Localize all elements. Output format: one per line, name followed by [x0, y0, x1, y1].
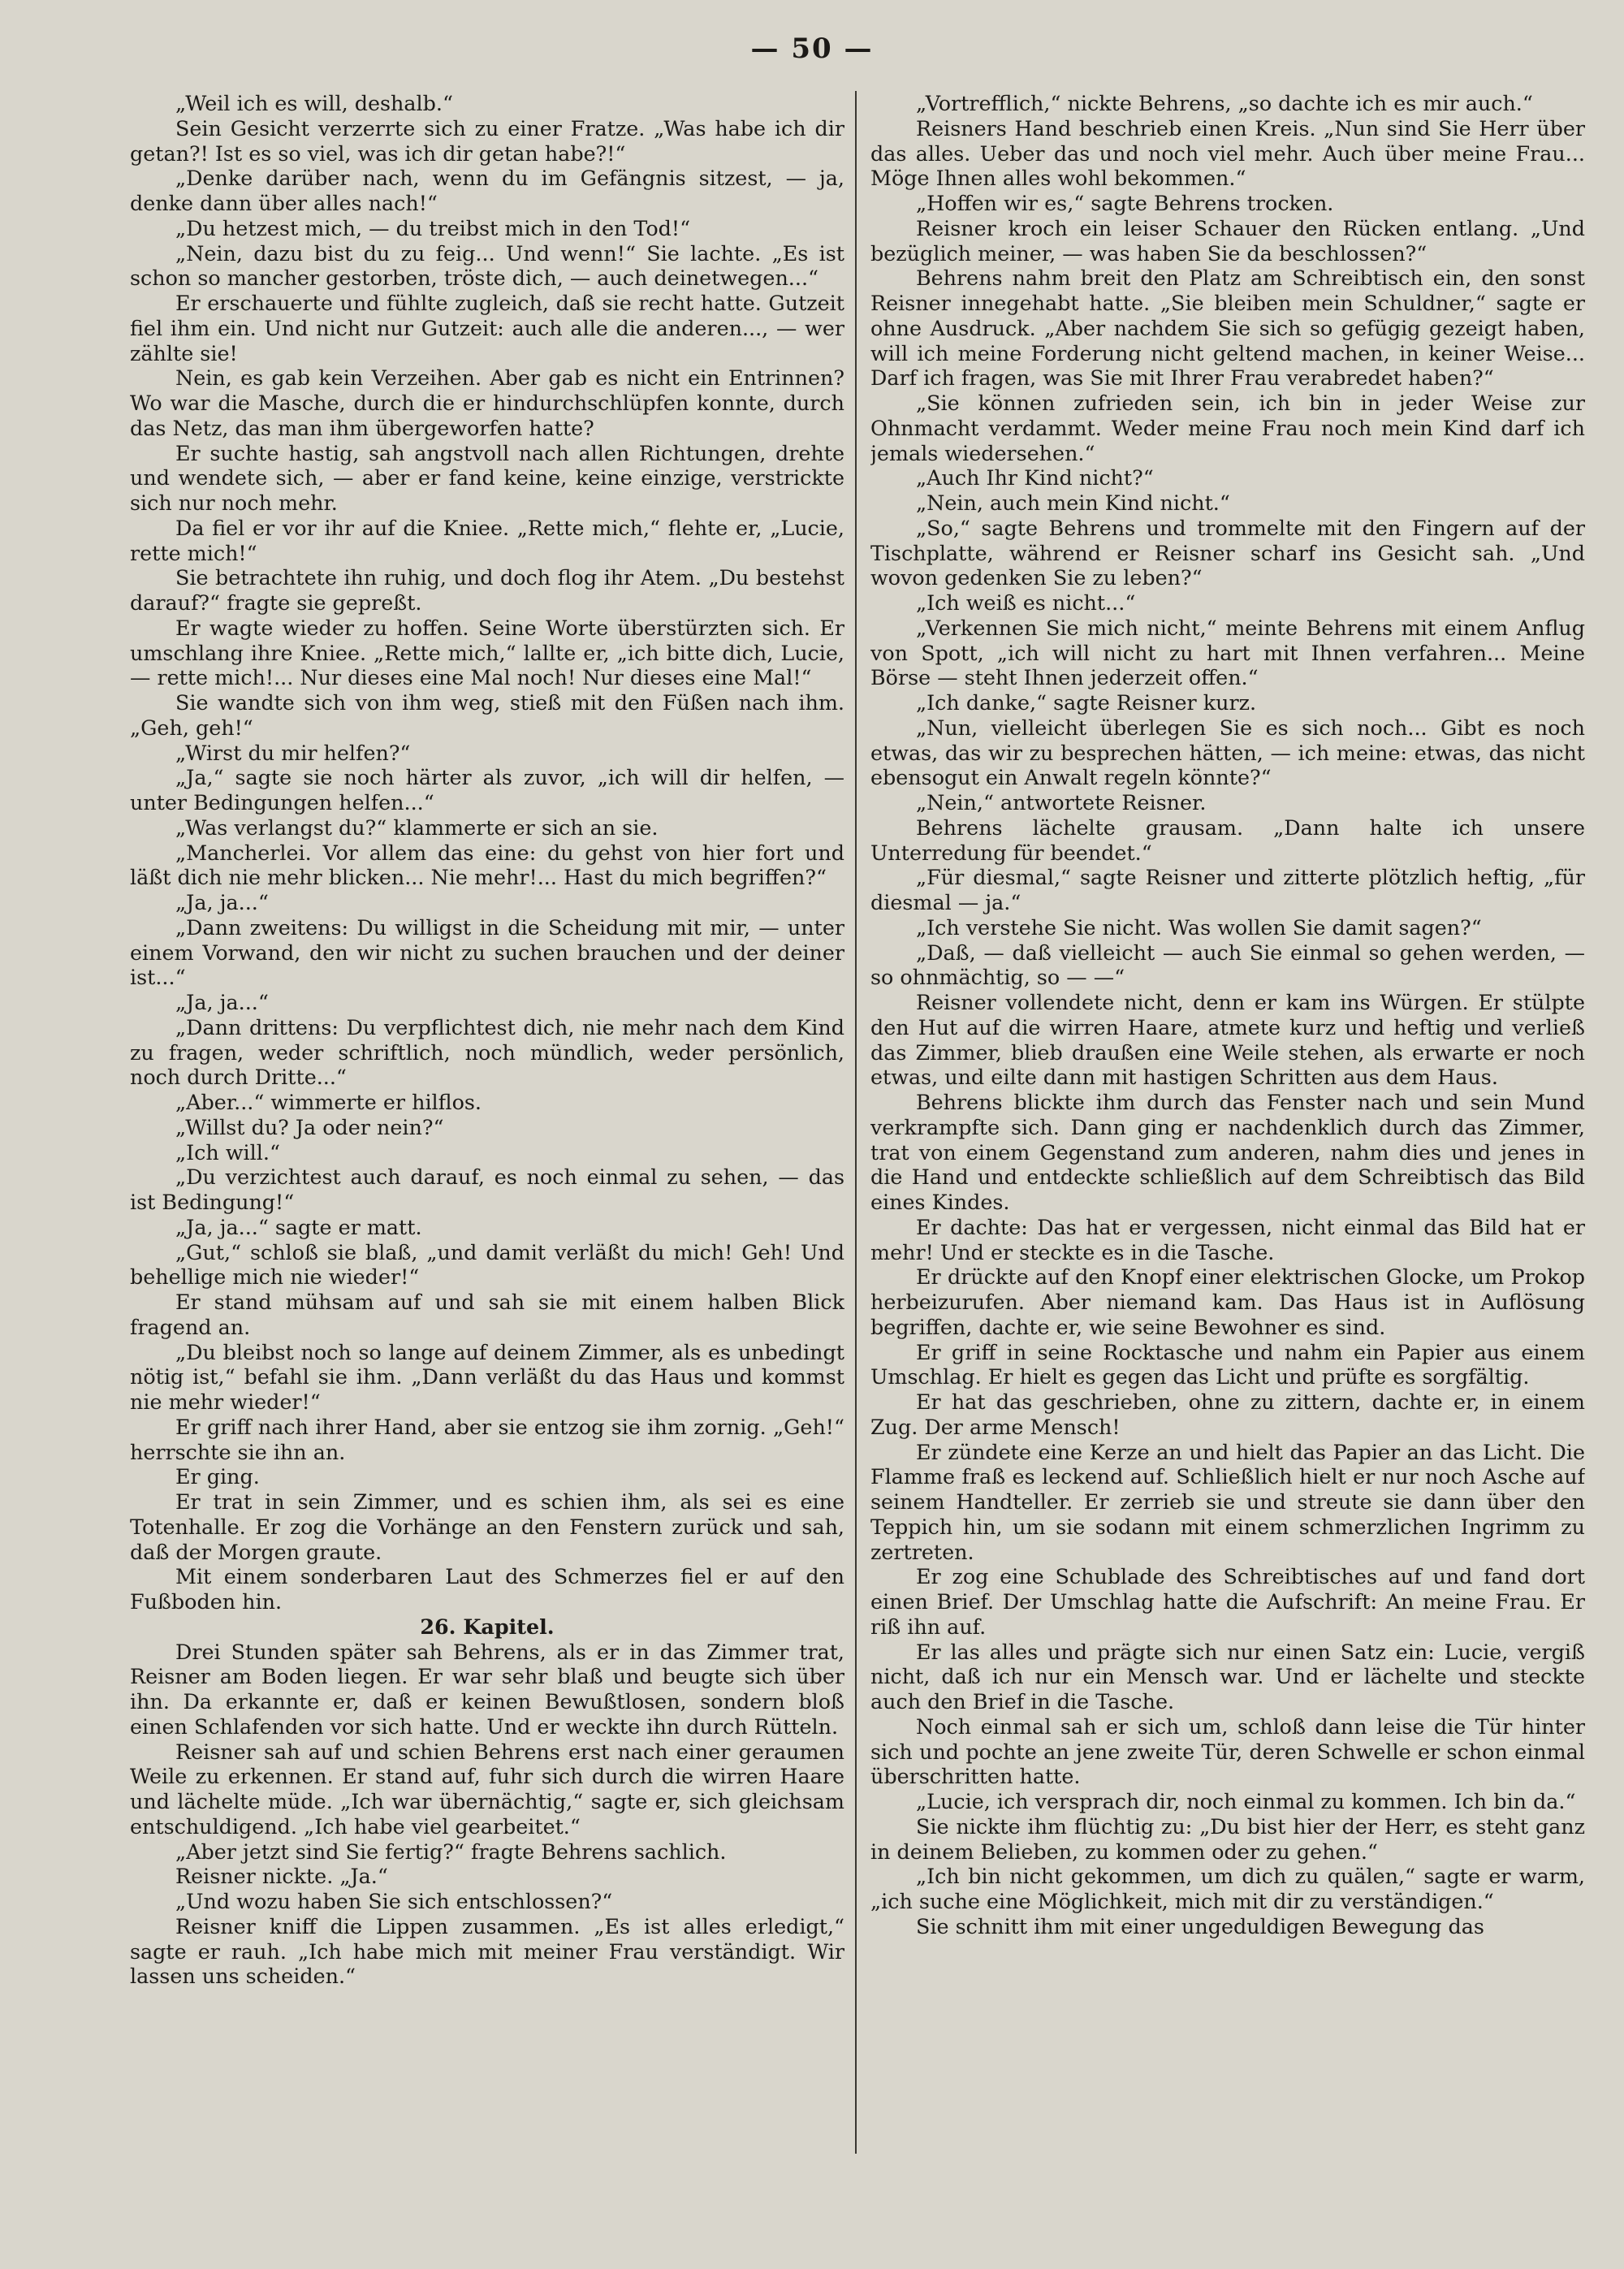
paragraph: „Ich danke,“ sagte Reisner kurz.	[916, 690, 1257, 715]
paragraph: „Aber...“ wimmerte er hilflos.	[175, 1090, 482, 1114]
right-paragraphs	[870, 91, 1585, 1939]
paragraph: Reisner vollendete nicht, denn er kam ins Würgen. Er stülpte den Hut auf die wirren Haare, atmete kurz und heftig und verließ das Zimmer, blieb draußen eine Weile stehen, als erwarte er noch etwas, und eilte dann mit hastigen Schritten aus dem Haus.	[870, 990, 1585, 1090]
paragraph: Reisners Hand beschrieb einen Kreis. „Nun sind Sie Herr über das alles. Ueber das und noch viel mehr. Auch über meine Frau... Möge Ihnen alles wohl bekommen.“	[870, 115, 1585, 191]
paragraph: „Ja, ja...“	[175, 990, 269, 1014]
paragraph: „Dann zweitens: Du willigst in die Scheidung mit mir, — unter einem Vorwand, den wir nicht zu suchen brauchen und der deiner ist...“	[130, 914, 844, 990]
paragraph: Er ging.	[175, 1464, 260, 1489]
paragraph: „Nun, vielleicht überlegen Sie es sich noch... Gibt es noch etwas, das wir zu besprechen hätten, — ich meine: etwas, das nicht ebensogut ein Anwalt regeln könnte?“	[870, 715, 1585, 790]
paragraph: „Ja,“ sagte sie noch härter als zuvor, „ich will dir helfen, — unter Bedingungen helfen...“	[130, 765, 844, 815]
paragraph: „Ja, ja...“ sagte er matt.	[175, 1214, 422, 1239]
chapter-heading: 26. Kapitel.	[420, 1614, 555, 1639]
paragraph: „Nein, auch mein Kind nicht.“	[916, 491, 1230, 515]
paragraph: „Verkennen Sie mich nicht,“ meinte Behrens mit einem Anflug von Spott, „ich will nicht zu hart mit Ihnen verfahren... Meine Börse — steht Ihnen jederzeit offen.“	[870, 615, 1585, 690]
paragraph: Sie wandte sich von ihm weg, stieß mit den Füßen nach ihm. „Geh, geh!“	[130, 690, 844, 740]
paragraph: Reisner sah auf und schien Behrens erst nach einer geraumen Weile zu erkennen. Er stand auf, fuhr sich durch die wirren Haare und lächelte müde. „Ich war übernächtig,“ sagte er, sich gleichsam entschuldigend. „Ich habe viel gearbeitet.“	[130, 1739, 844, 1839]
paragraph: „Du verzichtest auch darauf, es noch einmal zu sehen, — das ist Bedingung!“	[130, 1165, 844, 1214]
paragraph: Mit einem sonderbaren Laut des Schmerzes fiel er auf den Fußboden hin.	[130, 1564, 844, 1614]
page-number: — 50 —	[750, 32, 874, 65]
paragraph: „Gut,“ schloß sie blaß, „und damit verläßt du mich! Geh! Und behellige mich nie wieder!“	[130, 1239, 844, 1290]
paragraph: „Weil ich es will, deshalb.“	[175, 91, 453, 115]
paragraph: Behrens lächelte grausam. „Dann halte ich unsere Unterredung für beendet.“	[870, 815, 1585, 865]
paragraph: „Was verlangst du?“ klammerte er sich an sie.	[175, 815, 659, 840]
paragraph: Behrens nahm breit den Platz am Schreibtisch ein, den sonst Reisner innegehabt hatte. „Sie bleiben mein Schuldner,“ sagte er ohne Ausdruck. „Aber nachdem Sie sich so gefügig gezeigt haben, will ich meine Forderung nicht geltend machen, in keiner Weise... Darf ich fragen, was Sie mit Ihrer Frau verabredet haben?“	[870, 266, 1585, 391]
paragraph: Noch einmal sah er sich um, schloß dann leise die Tür hinter sich und pochte an jene zweite Tür, deren Schwelle er schon einmal überschritten hatte.	[870, 1714, 1585, 1789]
paragraph: Reisner kniff die Lippen zusammen. „Es ist alles erledigt,“ sagte er rauh. „Ich habe mich mit meiner Frau verständigt. Wir lassen uns scheiden.“	[130, 1913, 844, 1989]
paragraph: Er las alles und prägte sich nur einen Satz ein: Lucie, vergiß nicht, daß ich nur ein Mensch war. Und er lächelte und steckte auch den Brief in die Tasche.	[870, 1639, 1585, 1714]
paragraph: „Lucie, ich versprach dir, noch einmal zu kommen. Ich bin da.“	[916, 1789, 1576, 1813]
paragraph: Er zog eine Schublade des Schreibtisches auf und fand dort einen Brief. Der Umschlag hatte die Aufschrift: An meine Frau. Er riß ihn auf.	[870, 1564, 1585, 1639]
paragraph: „Ja, ja...“	[175, 890, 269, 914]
paragraph: Behrens blickte ihm durch das Fenster nach und sein Mund verkrampfte sich. Dann ging er nachdenklich durch das Zimmer, trat von einem Gegenstand zum anderen, nahm dies und jenes in die Hand und entdeckte schließlich auf dem Schreibtisch das Bild eines Kindes.	[870, 1090, 1585, 1214]
right-column	[870, 91, 1585, 2154]
paragraph: Er drückte auf den Knopf einer elektrischen Glocke, um Prokop herbeizurufen. Aber niemand kam. Das Haus ist in Auflösung begriffen, dachte er, wie seine Bewohner es sind.	[870, 1264, 1585, 1339]
paragraph: Er dachte: Das hat er vergessen, nicht einmal das Bild hat er mehr! Und er steckte es in die Tasche.	[870, 1214, 1585, 1264]
paragraph: Sein Gesicht verzerrte sich zu einer Fratze. „Was habe ich dir getan?! Ist es so viel, was ich dir getan habe?!“	[130, 115, 844, 166]
paragraph: „Nein,“ antwortete Reisner.	[916, 790, 1207, 815]
paragraph: „Daß, — daß vielleicht — auch Sie einmal so gehen werden, — so ohnmächtig, so — —“	[870, 940, 1585, 990]
paragraph: „Mancherlei. Vor allem das eine: du gehst von hier fort und läßt dich nie mehr blicken... Nie mehr!... Hast du mich begriffen?“	[130, 840, 844, 890]
paragraph: Nein, es gab kein Verzeihen. Aber gab es nicht ein Entrinnen? Wo war die Masche, durch die er hindurchschlüpfen konnte, durch das Netz, das man ihm übergeworfen hatte?	[130, 365, 844, 440]
paragraph: Reisner kroch ein leiser Schauer den Rücken entlang. „Und bezüglich meiner, — was haben Sie da beschlossen?“	[870, 215, 1585, 266]
paragraph: „Aber jetzt sind Sie fertig?“ fragte Behrens sachlich.	[175, 1839, 727, 1864]
paragraph: „Für diesmal,“ sagte Reisner und zitterte plötzlich heftig, „für diesmal — ja.“	[870, 865, 1585, 914]
paragraph: Er griff nach ihrer Hand, aber sie entzog sie ihm zornig. „Geh!“ herrschte sie ihn an.	[130, 1414, 844, 1464]
left-column	[130, 91, 844, 2154]
paragraph: „Hoffen wir es,“ sagte Behrens trocken.	[916, 191, 1334, 215]
paragraph: Reisner nickte. „Ja.“	[175, 1864, 388, 1889]
paragraph: „Willst du? Ja oder nein?“	[175, 1114, 444, 1139]
paragraph: Da fiel er vor ihr auf die Kniee. „Rette mich,“ flehte er, „Lucie, rette mich!“	[130, 515, 844, 565]
paragraph: „Vortrefflich,“ nickte Behrens, „so dachte ich es mir auch.“	[916, 91, 1533, 115]
paragraph: Drei Stunden später sah Behrens, als er in das Zimmer trat, Reisner am Boden liegen. Er war sehr blaß und beugte sich über ihn. Da erkannte er, daß er keinen Bewußtlosen, sondern bloß einen Schlafenden vor sich hatte. Und er weckte ihn durch Rütteln.	[130, 1639, 844, 1739]
paragraph: Sie schnitt ihm mit einer ungeduldigen Bewegung das	[916, 1913, 1484, 1938]
paragraph: Sie betrachtete ihn ruhig, und doch flog ihr Atem. „Du bestehst darauf?“ fragte sie gepreßt.	[130, 565, 844, 615]
paragraph: „Nein, dazu bist du zu feig... Und wenn!“ Sie lachte. „Es ist schon so mancher gestorben, tröste dich, — auch deinetwegen...“	[130, 240, 844, 291]
paragraph: „Und wozu haben Sie sich entschlossen?“	[175, 1889, 613, 1913]
paragraph: „Auch Ihr Kind nicht?“	[916, 465, 1154, 491]
left-paragraphs-after	[130, 1640, 844, 1990]
paragraph: Er griff in seine Rocktasche und nahm ein Papier aus einem Umschlag. Er hielt es gegen das Licht und prüfte es sorgfältig.	[870, 1339, 1585, 1389]
paragraph: Er zündete eine Kerze an und hielt das Papier an das Licht. Die Flamme fraß es leckend auf. Schließlich hielt er nur noch Asche auf seinem Handteller. Er zerrieb sie und streute sie dann über den Teppich hin, um sie sodann mit einem schmerzlichen Ingrimm zu zertreten.	[870, 1439, 1585, 1564]
paragraph: Er erschauerte und fühlte zugleich, daß sie recht hatte. Gutzeit fiel ihm ein. Und nicht nur Gutzeit: auch alle die anderen..., — wer zählte sie!	[130, 291, 844, 365]
paragraph: „Ich bin nicht gekommen, um dich zu quälen,“ sagte er warm, „ich suche eine Möglichkeit, mich mit dir zu verständigen.“	[870, 1864, 1585, 1913]
paragraph: Er suchte hastig, sah angstvoll nach allen Richtungen, drehte und wendete sich, — aber er fand keine, keine einzige, verstrickte sich nur noch mehr.	[130, 440, 844, 515]
paragraph: „Sie können zufrieden sein, ich bin in jeder Weise zur Ohnmacht verdammt. Weder meine Frau noch mein Kind darf ich jemals wiedersehen.“	[870, 391, 1585, 465]
paragraph: Er trat in sein Zimmer, und es schien ihm, als sei es eine Totenhalle. Er zog die Vorhänge an den Fenstern zurück und sah, daß der Morgen graute.	[130, 1489, 844, 1564]
paragraph: „Ich verstehe Sie nicht. Was wollen Sie damit sagen?“	[916, 914, 1482, 940]
paragraph: „Dann drittens: Du verpflichtest dich, nie mehr nach dem Kind zu fragen, weder schriftlich, noch mündlich, weder persönlich, noch durch Dritte...“	[130, 1014, 844, 1090]
paragraph: Er hat das geschrieben, ohne zu zittern, dachte er, in einem Zug. Der arme Mensch!	[870, 1389, 1585, 1439]
paragraph: „Du hetzest mich, — du treibst mich in den Tod!“	[175, 215, 691, 240]
paragraph: Er stand mühsam auf und sah sie mit einem halben Blick fragend an.	[130, 1290, 844, 1339]
column-rule	[855, 91, 857, 2154]
paragraph: Er wagte wieder zu hoffen. Seine Worte überstürzten sich. Er umschlang ihre Kniee. „Rette mich,“ lallte er, „ich bitte dich, Lucie, — rette mich!... Nur dieses eine Mal noch! Nur dieses eine Mal!“	[130, 615, 844, 690]
paragraph: „Wirst du mir helfen?“	[175, 740, 411, 765]
paragraph: „Du bleibst noch so lange auf deinem Zimmer, als es unbedingt nötig ist,“ befahl sie ihm. „Dann verläßt du das Haus und kommst nie mehr wieder!“	[130, 1339, 844, 1414]
paragraph: Sie nickte ihm flüchtig zu: „Du bist hier der Herr, es steht ganz in deinem Belieben, zu kommen oder zu gehen.“	[870, 1813, 1585, 1864]
paragraph: „Ich will.“	[175, 1139, 280, 1165]
left-paragraphs	[130, 91, 844, 1614]
paragraph: „So,“ sagte Behrens und trommelte mit den Fingern auf der Tischplatte, während er Reisner scharf ins Gesicht sah. „Und wovon gedenken Sie zu leben?“	[870, 515, 1585, 590]
paragraph: „Denke darüber nach, wenn du im Gefängnis sitzest, — ja, denke dann über alles nach!“	[130, 166, 844, 215]
paragraph: „Ich weiß es nicht...“	[916, 590, 1136, 615]
